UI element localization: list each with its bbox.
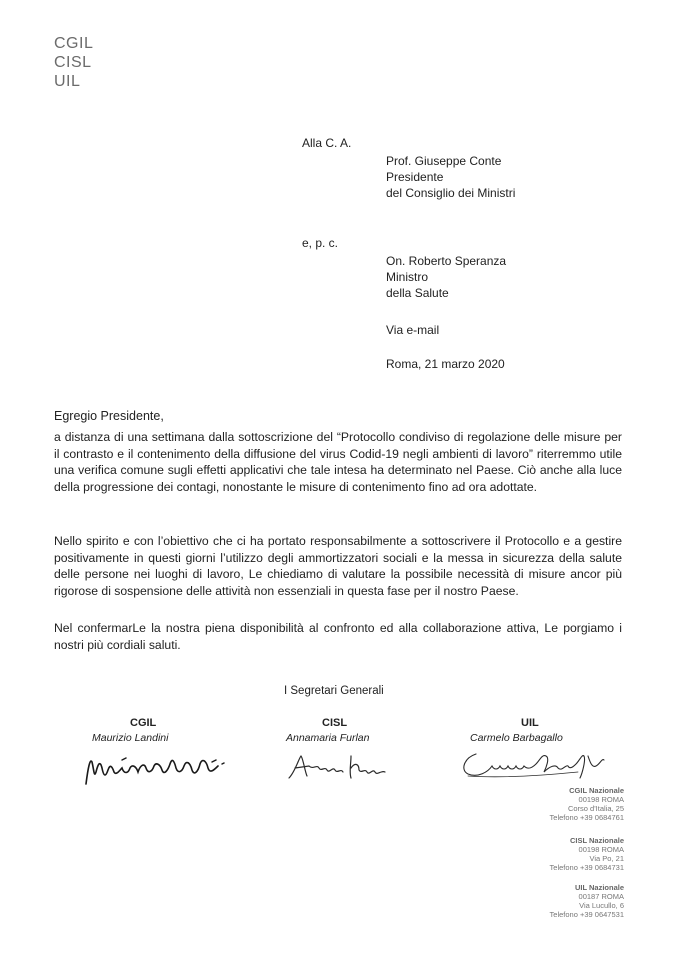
signatory-org: UIL (521, 717, 539, 729)
signatory-name: Maurizio Landini (92, 732, 169, 744)
paragraph-1: a distanza di una settimana dalla sottoscrizione del “Protocollo condiviso di regolazione delle misure per il contrasto e il contenimento della diffusione del virus Codid-19 negli ambienti di lavoro” riterremmo utile una verifica comune sugli effetti applicativi che tale intesa ha determinato nel Paese. Ciò anche alla luce della progressione dei contagi, nonostante le misure di contenimento fino ad ora adottate. (54, 430, 622, 494)
footer-line: 00187 ROMA (578, 892, 624, 901)
letter-date: Roma, 21 marzo 2020 (386, 357, 505, 371)
footer-office-name: CISL Nazionale (569, 836, 624, 845)
footer-line: Telefono +39 0647531 (549, 910, 624, 919)
recipient-line: Presidente (386, 170, 444, 184)
signatory-name: Annamaria Furlan (286, 732, 370, 744)
footer-line: Via Po, 21 (589, 854, 624, 863)
footer-line: Telefono +39 0684731 (549, 863, 624, 872)
cc-block (386, 253, 506, 301)
delivery-method: Via e-mail (386, 323, 440, 337)
signature-barbagallo (458, 744, 608, 784)
union-logo (54, 34, 93, 91)
signatories-title: I Segretari Generali (284, 685, 384, 697)
footer-office-name: CGIL Nazionale (569, 786, 624, 795)
logo-line-uil: UIL (54, 73, 81, 90)
recipient-line: Prof. Giuseppe Conte (386, 154, 502, 168)
footer-office-name: UIL Nazionale (574, 883, 624, 892)
footer-address-uil (550, 883, 624, 919)
recipient-line: del Consiglio dei Ministri (386, 186, 516, 200)
footer-address-cgil (550, 786, 624, 822)
signatory-org: CISL (322, 717, 348, 729)
signatory-name: Carmelo Barbagallo (470, 732, 563, 744)
cc-line: On. Roberto Speranza (386, 254, 507, 268)
footer-address-cisl (550, 836, 624, 872)
logo-line-cisl: CISL (54, 54, 92, 71)
footer-line: 00198 ROMA (578, 795, 624, 804)
recipient-prefix: Alla C. A. (302, 136, 352, 150)
greeting: Egregio Presidente, (54, 409, 164, 423)
cc-line: della Salute (386, 286, 449, 300)
cc-line: Ministro (386, 270, 429, 284)
paragraph-2: Nello spirito e con l’obiettivo che ci ha portato responsabilmente a sottoscrivere il Protocollo e a gestire positivamente in questi giorni l’utilizzo degli ammortizzatori sociali e la messa in sicurezza della salute delle persone nei luoghi di lavoro, Le chiediamo di valutare la possibile necessità di misure ancor più rigorose di sospensione delle attività non essenziali in questa fase per il nostro Paese. (54, 534, 622, 598)
paragraph-3: Nel confermarLe la nostra piena disponibilità al confronto ed alla collaborazione attiva, Le porgiamo i nostri più cordiali saluti. (54, 621, 622, 652)
footer-line: Via Lucullo, 6 (579, 901, 624, 910)
logo-line-cgil: CGIL (54, 35, 94, 52)
signature-landini (82, 748, 232, 790)
recipient-block (386, 153, 515, 201)
signatory-org: CGIL (130, 717, 157, 729)
footer-line: Telefono +39 0684761 (549, 813, 624, 822)
footer-line: 00198 ROMA (578, 845, 624, 854)
signature-furlan (285, 748, 400, 786)
footer-line: Corso d'Italia, 25 (567, 804, 624, 813)
cc-prefix: e, p. c. (302, 236, 339, 250)
